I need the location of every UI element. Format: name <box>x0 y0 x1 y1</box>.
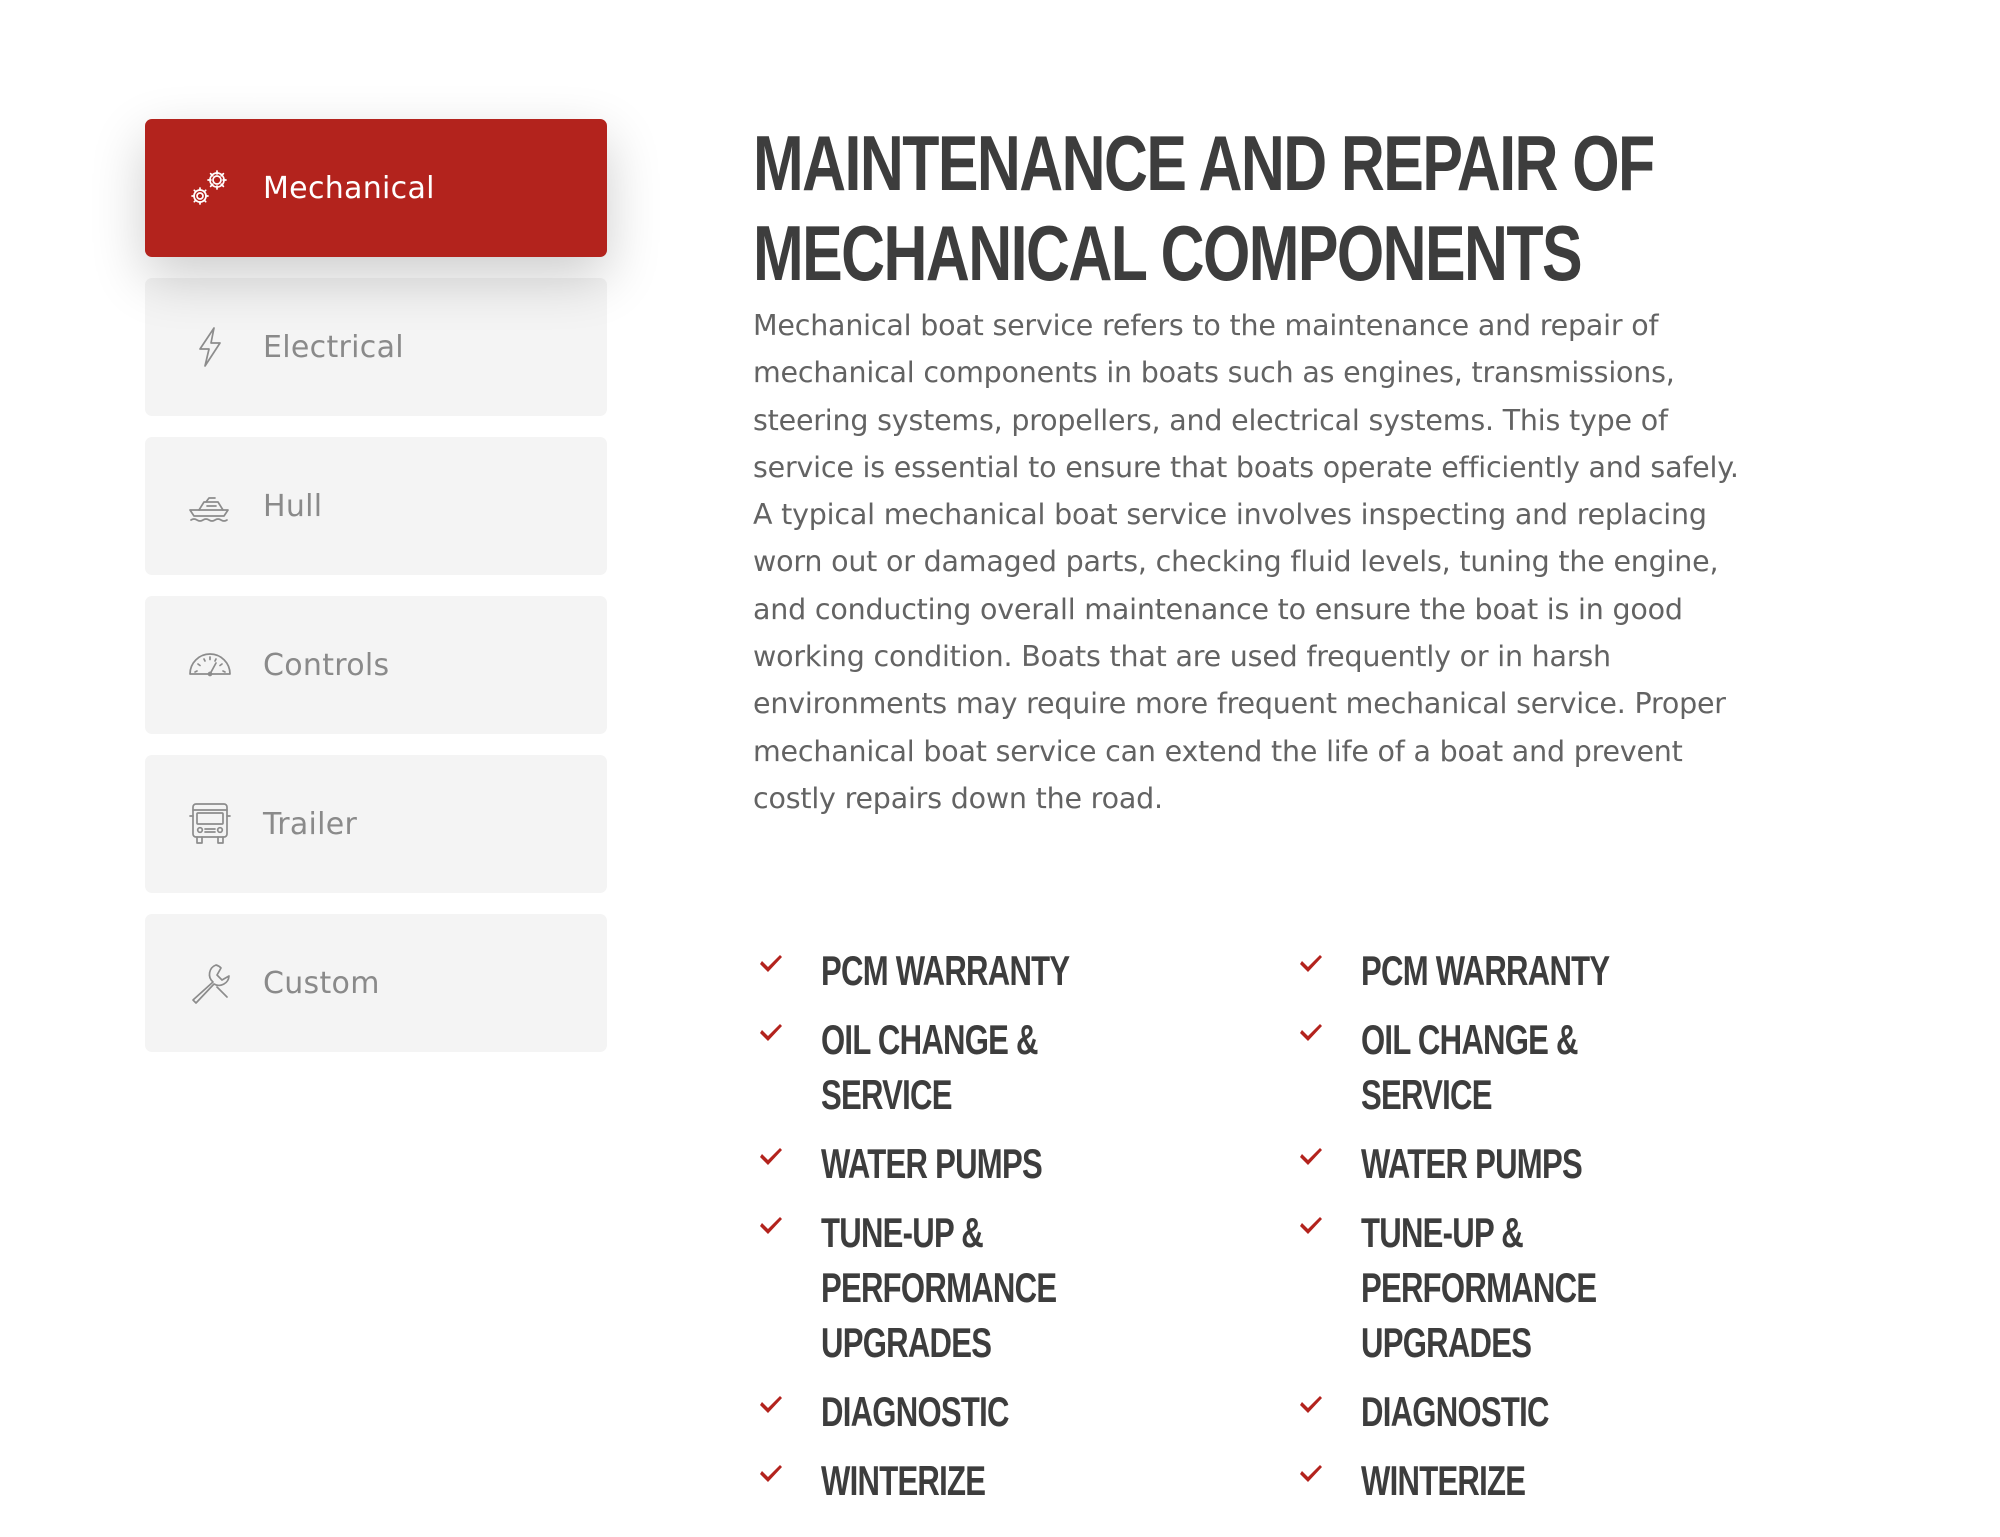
tab-label: Trailer <box>263 806 358 842</box>
gauge-icon <box>187 642 233 688</box>
feature-column-right <box>1293 943 1833 1522</box>
list-item <box>753 1012 1293 1122</box>
list-item <box>753 1384 1293 1439</box>
list-item <box>753 1136 1293 1191</box>
feature-column-left <box>753 943 1293 1522</box>
check-icon <box>1297 1019 1325 1047</box>
check-icon <box>1297 1143 1325 1171</box>
feature-text: DIAGNOSTIC <box>1361 1388 1549 1435</box>
tab-trailer[interactable] <box>145 755 607 893</box>
list-item <box>1293 1012 1833 1122</box>
tab-mechanical[interactable] <box>145 119 607 257</box>
tab-label: Mechanical <box>263 170 435 206</box>
list-item <box>1293 1136 1833 1191</box>
lightning-icon <box>187 324 233 370</box>
feature-text: PCM WARRANTY <box>1361 947 1610 994</box>
gears-icon <box>187 165 233 211</box>
check-icon <box>1297 1212 1325 1240</box>
wrench-icon <box>187 960 233 1006</box>
list-item <box>1293 1205 1833 1370</box>
tab-label: Controls <box>263 647 390 683</box>
service-description: Mechanical boat service refers to the maintenance and repair of mechanical components in boats such as engines, transmissions, steering systems, propellers, and electrical systems. This type of service is essential to ensure that boats operate efficiently and safely. A typical mechanical boat service involves inspecting and replacing worn out or damaged parts, checking fluid levels, tuning the engine, and conducting overall maintenance to ensure the boat is in good working condition. Boats that are used frequently or in harsh environments may require more frequent mechanical service. Proper mechanical boat service can extend the life of a boat and prevent costly repairs down the road. <box>753 309 1739 815</box>
tab-custom[interactable] <box>145 914 607 1052</box>
list-item <box>1293 1384 1833 1439</box>
check-icon <box>1297 950 1325 978</box>
check-icon <box>757 1460 785 1488</box>
feature-text: OIL CHANGE & SERVICE <box>821 1016 1038 1118</box>
check-icon <box>757 1391 785 1419</box>
tab-label: Electrical <box>263 329 404 365</box>
feature-text: WATER PUMPS <box>821 1140 1042 1187</box>
check-icon <box>757 950 785 978</box>
tab-label: Custom <box>263 965 380 1001</box>
list-item <box>753 1453 1293 1508</box>
check-icon <box>757 1143 785 1171</box>
tab-hull[interactable] <box>145 437 607 575</box>
check-icon <box>1297 1391 1325 1419</box>
feature-text: OIL CHANGE & SERVICE <box>1361 1016 1578 1118</box>
feature-text: TUNE-UP & PERFORMANCE UPGRADES <box>821 1209 1057 1366</box>
list-item <box>1293 1453 1833 1508</box>
check-icon <box>757 1212 785 1240</box>
tab-label: Hull <box>263 488 323 524</box>
feature-text: WINTERIZE <box>821 1457 986 1504</box>
tab-electrical[interactable] <box>145 278 607 416</box>
service-tabs <box>145 119 607 1073</box>
check-icon <box>757 1019 785 1047</box>
truck-icon <box>187 801 233 847</box>
list-item <box>753 943 1293 998</box>
feature-text: WINTERIZE <box>1361 1457 1526 1504</box>
service-content <box>753 118 1739 822</box>
page-title: MAINTENANCE AND REPAIR OF MECHANICAL COMPONENTS <box>753 119 1654 297</box>
feature-text: WATER PUMPS <box>1361 1140 1582 1187</box>
tab-controls[interactable] <box>145 596 607 734</box>
list-item <box>1293 943 1833 998</box>
feature-text: PCM WARRANTY <box>821 947 1070 994</box>
check-icon <box>1297 1460 1325 1488</box>
boat-icon <box>187 483 233 529</box>
feature-list <box>753 943 1853 1522</box>
feature-text: TUNE-UP & PERFORMANCE UPGRADES <box>1361 1209 1597 1366</box>
feature-text: DIAGNOSTIC <box>821 1388 1009 1435</box>
list-item <box>753 1205 1293 1370</box>
